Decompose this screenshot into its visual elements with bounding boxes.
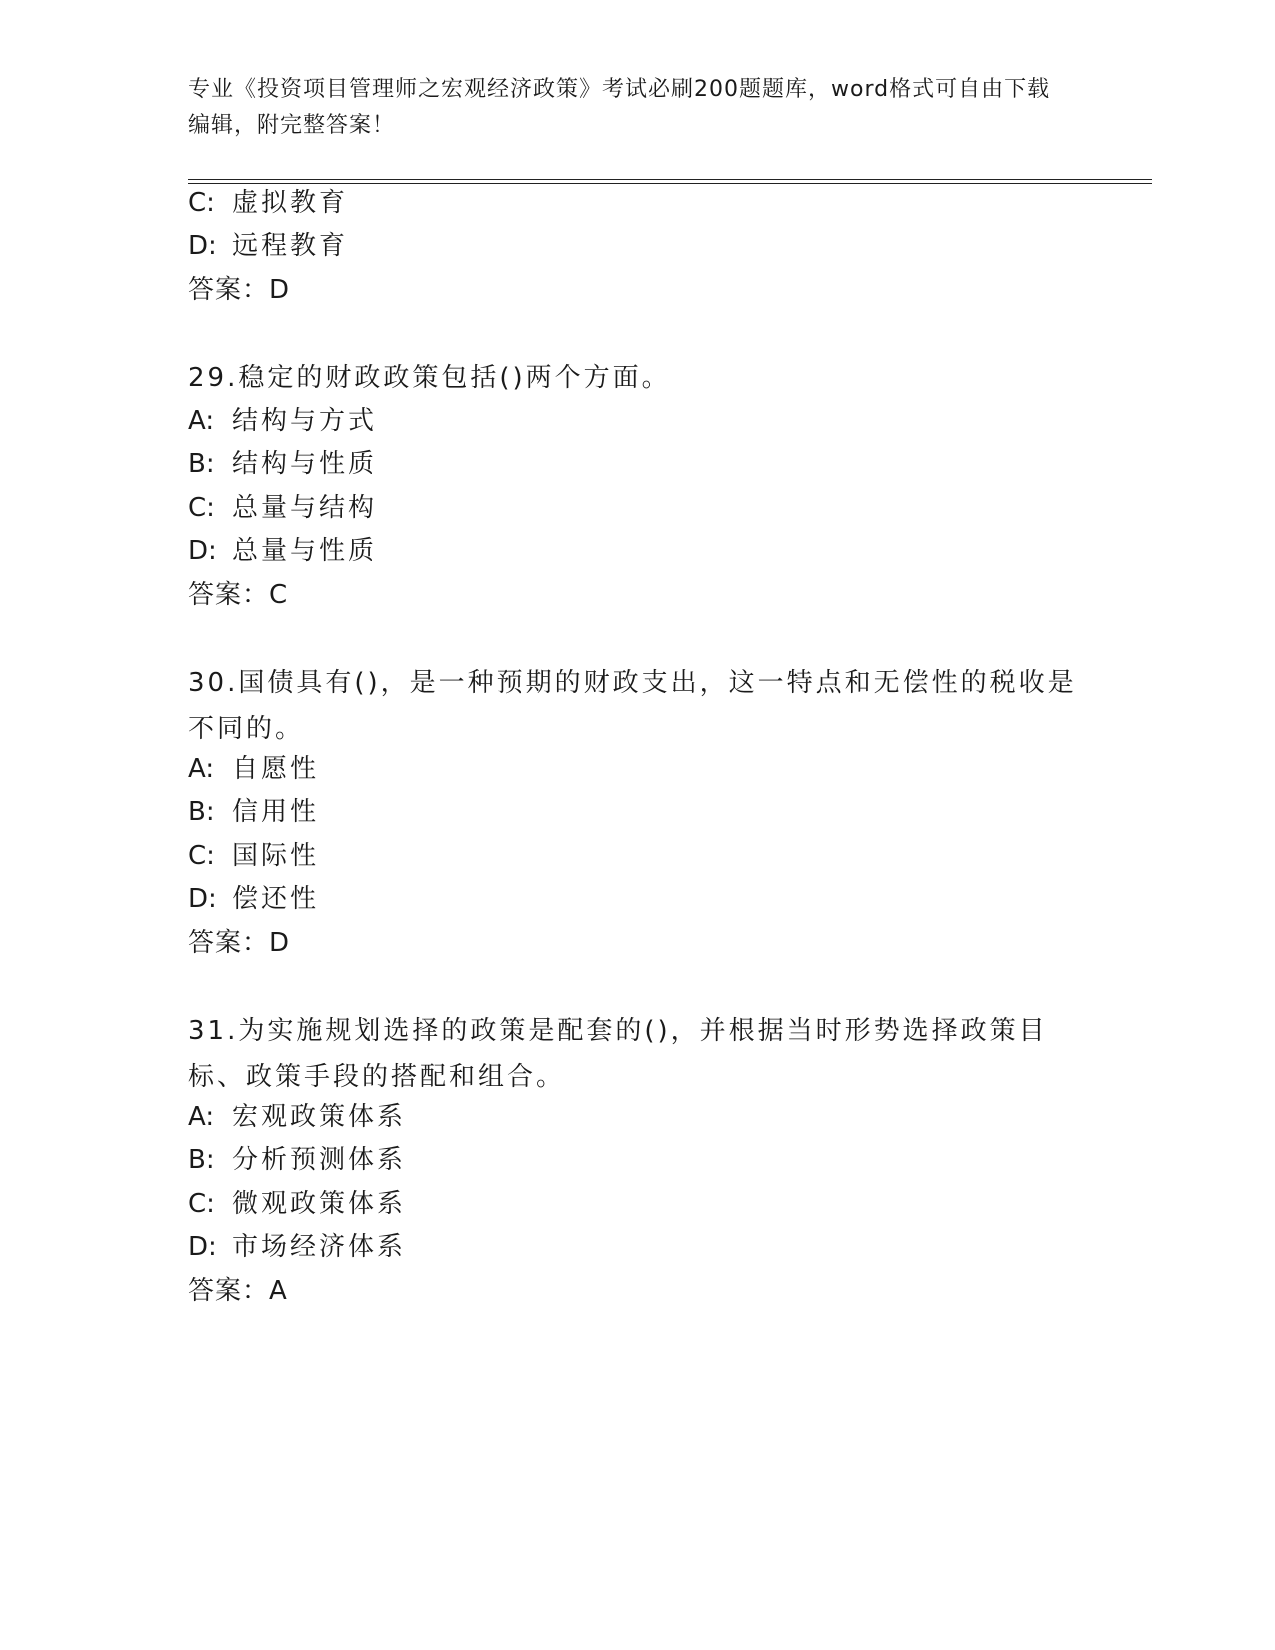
answer-line: 答案：A [188,1276,288,1306]
answer-line: 答案：D [188,275,291,305]
option-letter: A: [188,1102,215,1132]
option-text: 虚拟教育 [232,188,349,218]
option-text: 自愿性 [232,754,320,784]
question-stem: 31.为实施规划选择的政策是配套的()，并根据当时形势选择政策目标、政策手段的搭配和组合。 [188,1016,1048,1092]
question-stem: 30.国债具有()，是一种预期的财政支出，这一特点和无偿性的税收是不同的。 [188,668,1077,744]
option-c [188,188,348,218]
option-letter: B: [188,1145,215,1175]
option-letter: C: [188,188,215,218]
option-a [188,406,377,436]
option-letter: C: [188,1189,215,1219]
option-letter: B: [188,449,215,479]
option-b [188,449,377,479]
option-d [188,231,348,261]
option-letter: B: [188,797,215,827]
option-c [188,1189,406,1219]
option-d [188,884,319,914]
option-text: 信用性 [232,797,320,827]
question-stem: 29.稳定的财政政策包括()两个方面。 [188,363,671,393]
document-header: 专业《投资项目管理师之宏观经济政策》考试必刷200题题库，word格式可自由下载编辑，附完整答案！ [188,77,1051,138]
option-text: 市场经济体系 [232,1232,407,1262]
option-a [188,754,319,784]
option-b [188,797,319,827]
option-letter: D: [188,536,217,566]
option-letter: C: [188,493,215,523]
option-letter: D: [188,884,217,914]
option-text: 微观政策体系 [232,1189,407,1219]
option-d [188,1232,406,1262]
answer-line: 答案：D [188,928,291,958]
option-text: 结构与方式 [232,406,378,436]
option-letter: A: [188,754,215,784]
option-letter: A: [188,406,215,436]
option-c [188,841,319,871]
header-divider-bottom [188,183,1152,184]
option-text: 偿还性 [232,884,320,914]
option-letter: D: [188,231,217,261]
header-divider-top [188,179,1152,180]
option-text: 宏观政策体系 [232,1102,407,1132]
option-letter: C: [188,841,215,871]
option-text: 结构与性质 [232,449,378,479]
option-a [188,1102,406,1132]
option-text: 远程教育 [232,231,349,261]
answer-line: 答案：C [188,580,289,610]
option-letter: D: [188,1232,217,1262]
option-b [188,1145,406,1175]
option-d [188,536,377,566]
option-text: 分析预测体系 [232,1145,407,1175]
option-text: 总量与性质 [232,536,378,566]
option-c [188,493,377,523]
option-text: 国际性 [232,841,320,871]
option-text: 总量与结构 [232,493,378,523]
